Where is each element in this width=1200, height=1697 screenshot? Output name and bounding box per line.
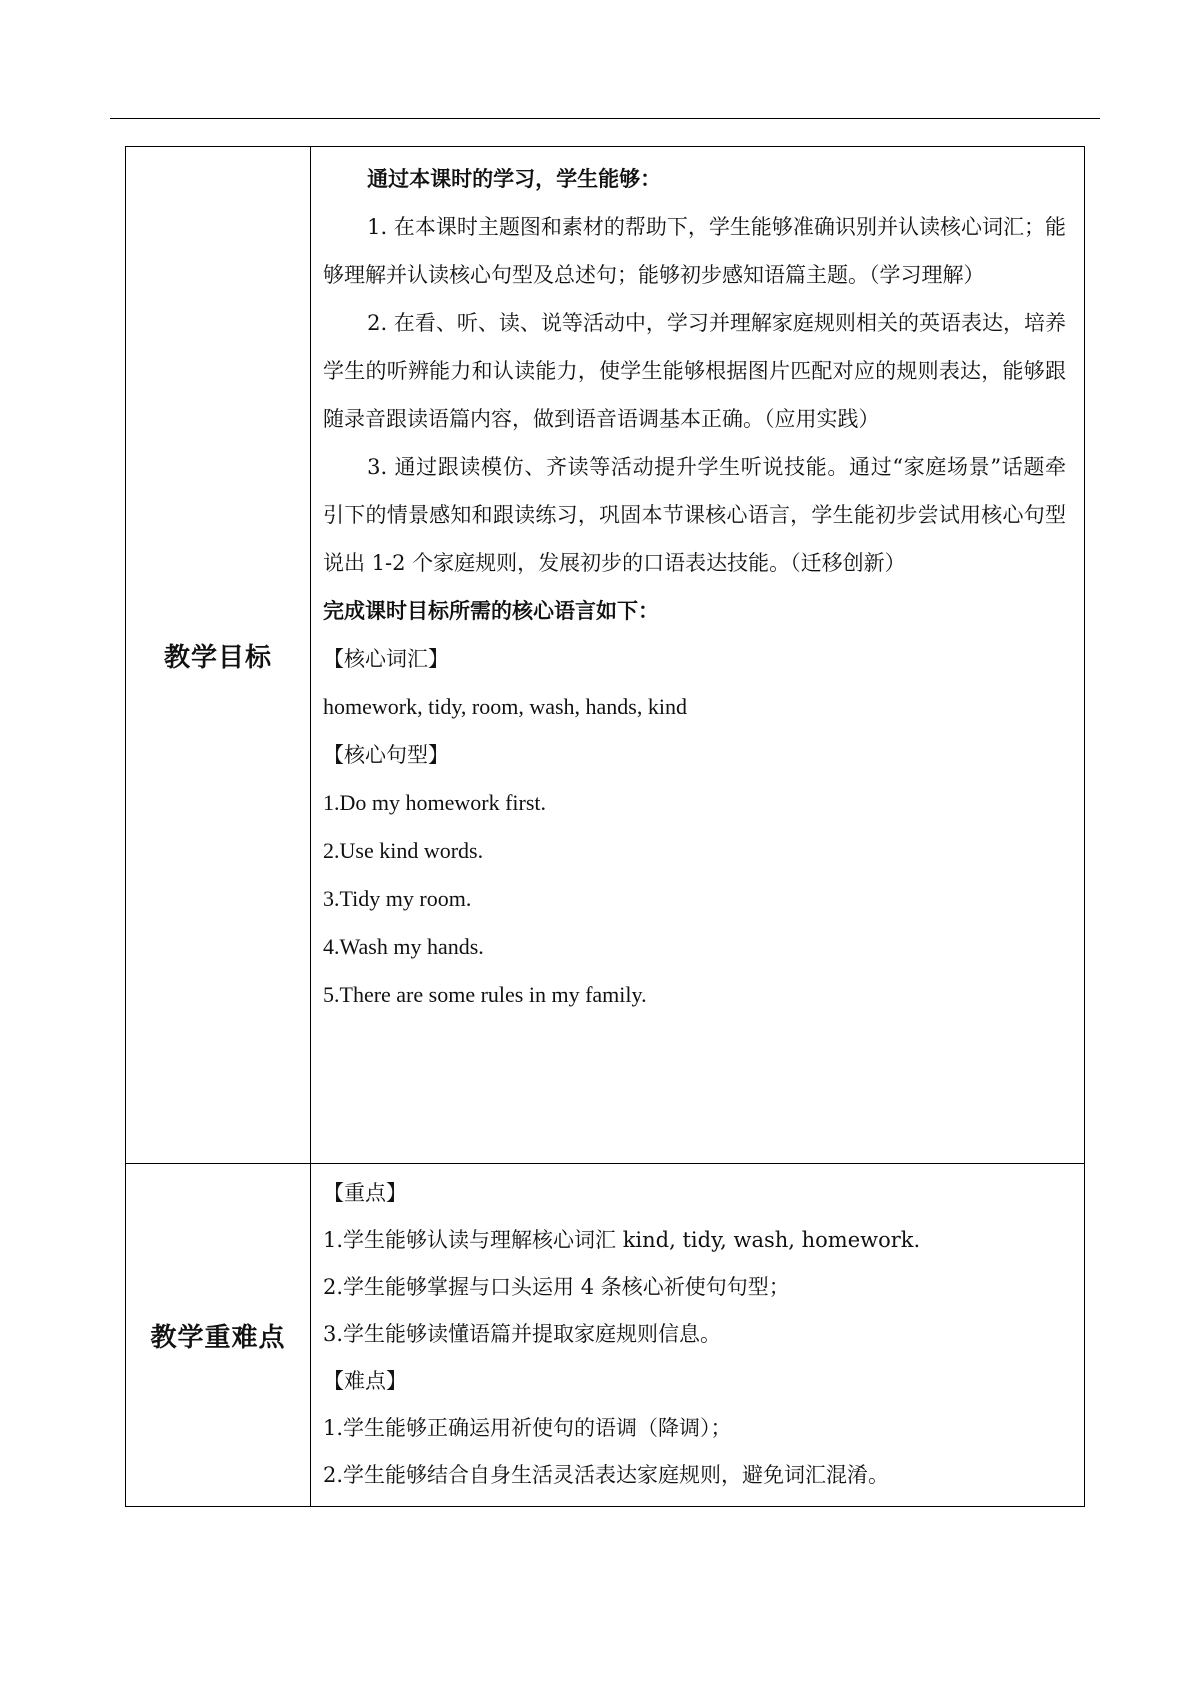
focus-item: 3.学生能够读懂语篇并提取家庭规则信息。 (323, 1322, 722, 1346)
vocab-list: homework, tidy, room, wash, hands, kind (323, 694, 687, 719)
focus-item: 1.学生能够认读与理解核心词汇 kind, tidy, wash, homework. (323, 1228, 921, 1252)
sentence-heading: 【核心句型】 (323, 743, 449, 767)
difficulty-heading: 【难点】 (323, 1369, 407, 1393)
goal-item: 3. 通过跟读模仿、齐读等活动提升学生听说技能。通过“家庭场景”话题牵引下的情景感知和跟读练习，巩固本节课核心语言，学生能初步尝试用核心句型说出 1-2 个家庭规则，发展初步的口语表达技能。（迁移创新） (323, 455, 1066, 575)
core-language-heading: 完成课时目标所需的核心语言如下： (323, 598, 659, 623)
vocab-heading: 【核心词汇】 (323, 647, 449, 671)
focus-item: 2.学生能够掌握与口头运用 4 条核心祈使句句型； (323, 1275, 790, 1299)
objectives-label: 教学目标 (126, 147, 311, 1164)
lesson-plan-table (125, 146, 1085, 1507)
objectives-row (126, 147, 1085, 1164)
goal-item: 2. 在看、听、读、说等活动中，学习并理解家庭规则相关的英语表达，培养学生的听辨能力和认读能力，使学生能够根据图片匹配对应的规则表达，能够跟随录音跟读语篇内容，做到语音语调基本正确。（应用实践） (323, 311, 1066, 431)
sentence-item: 1.Do my homework first. (323, 790, 547, 815)
objectives-content (311, 147, 1085, 1164)
key-points-row (126, 1164, 1085, 1507)
key-points-label: 教学重难点 (126, 1164, 311, 1507)
key-points-content (311, 1164, 1085, 1507)
sentence-item: 4.Wash my hands. (323, 934, 484, 959)
sentence-item: 3.Tidy my room. (323, 886, 472, 911)
focus-heading: 【重点】 (323, 1181, 407, 1205)
header-rule (110, 118, 1100, 119)
objectives-intro: 通过本课时的学习，学生能够： (367, 166, 662, 191)
sentence-item: 5.There are some rules in my family. (323, 982, 647, 1007)
difficulty-item: 2.学生能够结合自身生活灵活表达家庭规则，避免词汇混淆。 (323, 1463, 890, 1487)
difficulty-item: 1.学生能够正确运用祈使句的语调（降调）； (323, 1416, 732, 1440)
goal-item: 1. 在本课时主题图和素材的帮助下，学生能够准确识别并认读核心词汇；能够理解并认读核心句型及总述句；能够初步感知语篇主题。（学习理解） (323, 215, 1066, 287)
sentence-item: 2.Use kind words. (323, 838, 484, 863)
